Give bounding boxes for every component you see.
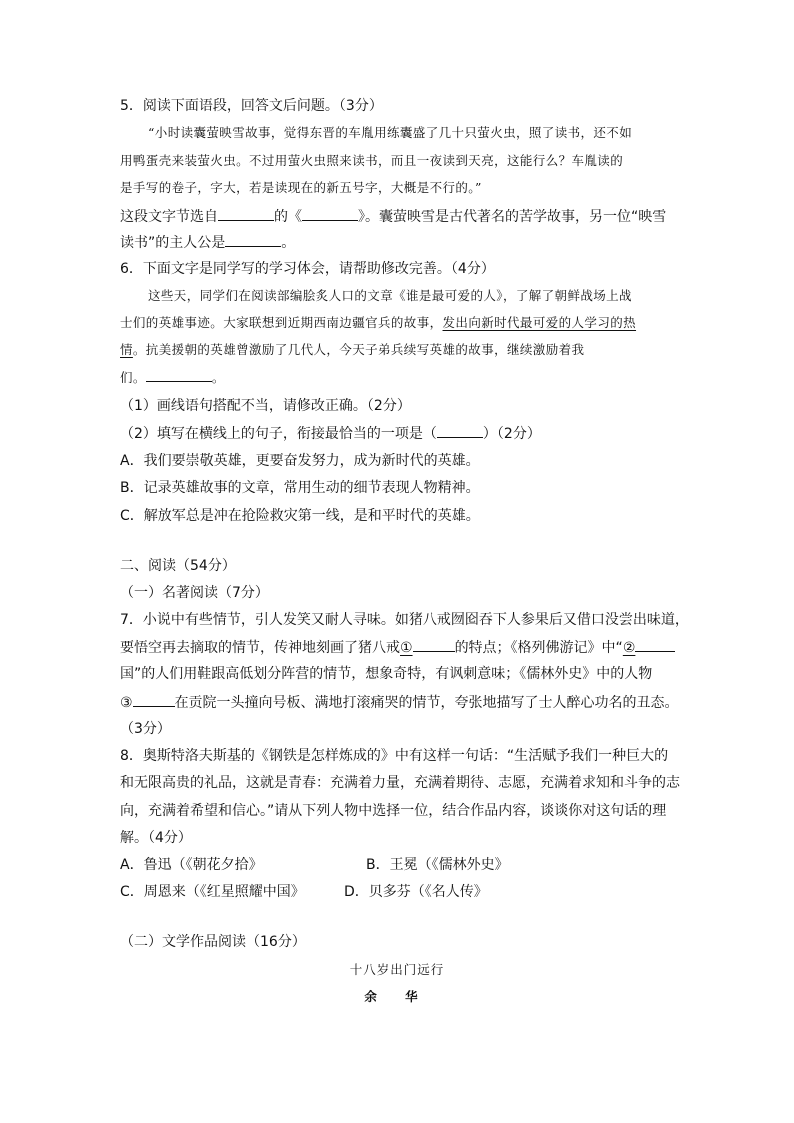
q8-line-3: 向，充满着希望和信心。”请从下列人物中选择一位，结合作品内容，谈谈你对这句话的理 xyxy=(120,803,667,819)
q7-text-c: 在贡院一头撞向号板、满地打滚痛哭的情节，夸张地描写了士人醉心功名的丑态。 xyxy=(174,695,679,711)
q7-blank-1[interactable] xyxy=(413,637,455,652)
q6-option-b: B．记录英雄故事的文章，常用生动的细节表现人物精神。 xyxy=(120,480,480,496)
q5-question-text-a: 这段文字节选自 xyxy=(120,209,218,225)
q6-option-a: A．我们要崇敬英雄，更要奋发努力，成为新时代的英雄。 xyxy=(120,453,480,469)
q5-passage-line-1: “小时读囊萤映雪故事，觉得东晋的车胤用练囊盛了几十只萤火虫，照了读书，还不如 xyxy=(148,125,633,140)
section-2-title: 二、阅读（54分） xyxy=(120,558,236,574)
q5-blank-person[interactable] xyxy=(225,232,281,247)
q6-passage-line-4 xyxy=(120,367,680,388)
q6-passage-line-2 xyxy=(120,313,680,333)
q5-blank-work[interactable] xyxy=(302,206,358,221)
q5-blank-author[interactable] xyxy=(218,206,274,221)
q8-line-2: 和无限高贵的礼品，这就是青春：充满着力量，充满着期待、志愿，充满着求知和斗争的志 xyxy=(120,775,680,791)
part-2-title: （二）文学作品阅读（16分） xyxy=(120,934,306,950)
q6-passage-line-1: 这些天，同学们在阅读部编脍炙人口的文章《谁是最可爱的人》，了解了朝鲜战场上战 xyxy=(148,288,632,303)
q8-option-b: B．王冕（《儒林外史》 xyxy=(366,857,509,873)
q5-stem: 5．阅读下面语段，回答文后问题。（3分） xyxy=(120,98,383,114)
q7-blank-3[interactable] xyxy=(133,692,175,707)
q7-text-a: 要悟空再去摘取的情节，传神地刻画了猪八戒 xyxy=(120,640,400,656)
q6-underlined-sentence: 发出向新时代最可爱的人学习的热 xyxy=(442,315,637,330)
q8-option-c: C．周恩来（《红星照耀中国》 xyxy=(120,884,305,900)
q6-sub2-text-b: ）（2分） xyxy=(482,426,541,442)
q7-marker-1: ① xyxy=(400,640,413,656)
q6-stem: 6．下面文字是同学写的学习体会，请帮助修改完善。（4分） xyxy=(120,261,495,277)
q6-sub-question-2 xyxy=(120,423,680,444)
q6-passage-text: 士们的英雄事迹。大家联想到近期西南边疆官兵的故事， xyxy=(120,315,443,330)
q7-score: （3分） xyxy=(120,721,171,737)
article-author: 余 华 xyxy=(364,989,430,1004)
q5-question-text-b: 的《 xyxy=(274,209,302,225)
q6-passage-text-4: 。 xyxy=(211,370,225,385)
q7-marker-3: ③ xyxy=(120,695,133,711)
q6-sub-question-1: （1）画线语句搭配不当，请修改正确。（2分） xyxy=(120,398,411,414)
q6-passage-text-2: 。抗美援朝的英雄曾激励了几代人，今天子弟兵续写英雄的故事，继续激励着我 xyxy=(132,342,585,357)
q6-passage-line-3 xyxy=(120,340,680,360)
q6-underlined-sentence-end: 情 xyxy=(120,342,133,357)
q7-line-3: 国”的人们用鞋跟高低划分阵营的情节，想象奇特，有讽刺意味；《儒林外史》中的人物 xyxy=(120,666,653,682)
q7-line-1: 7．小说中有些情节，引人发笑又耐人寻味。如猪八戒囫囵吞下人参果后又借口没尝出味道， xyxy=(120,612,689,628)
q5-passage-line-3: 是手写的卷子，字大，若是读现在的新五号字，大概是不行的。” xyxy=(120,180,482,195)
q5-question-text-e: 。 xyxy=(281,235,296,251)
q7-text-b: 的特点；《格列佛游记》中“ xyxy=(454,640,623,656)
article-title: 十八岁出门远行 xyxy=(349,962,445,977)
q6-fill-blank[interactable] xyxy=(146,367,212,382)
q8-option-a: A．鲁迅（《朝花夕拾》 xyxy=(120,857,263,873)
q8-option-d: D．贝多芬（《名人传》 xyxy=(344,884,488,900)
q7-marker-2: ② xyxy=(622,640,636,656)
q5-question-text-d: 读书”的主人公是 xyxy=(120,235,226,251)
q5-question-line-1 xyxy=(120,206,680,227)
q5-question-line-2 xyxy=(120,232,680,253)
q6-passage-text-3: 们。 xyxy=(120,370,146,385)
q5-passage-line-2: 用鸭蛋壳来装萤火虫。不过用萤火虫照来读书，而且一夜读到天亮，这能行么？车胤读的 xyxy=(120,153,624,168)
q6-answer-blank[interactable] xyxy=(437,423,483,438)
q5-question-text-c: 》。囊萤映雪是古代著名的苦学故事，另一位“映雪 xyxy=(358,209,667,225)
q7-line-2 xyxy=(120,637,680,658)
section-2-part-1-title: （一）名著阅读（7分） xyxy=(120,585,269,601)
q7-blank-2[interactable] xyxy=(635,637,675,652)
q6-option-c: C．解放军总是冲在抢险救灾第一线，是和平时代的英雄。 xyxy=(120,508,480,524)
q8-line-1: 8．奥斯特洛夫斯基的《钢铁是怎样炼成的》中有这样一句话：“生活赋予我们一种巨大的 xyxy=(120,748,669,764)
q8-line-4: 解。（4分） xyxy=(120,830,192,846)
q6-sub2-text-a: （2）填写在横线上的句子，衔接最恰当的一项是（ xyxy=(120,426,437,442)
q7-line-4 xyxy=(120,692,680,713)
